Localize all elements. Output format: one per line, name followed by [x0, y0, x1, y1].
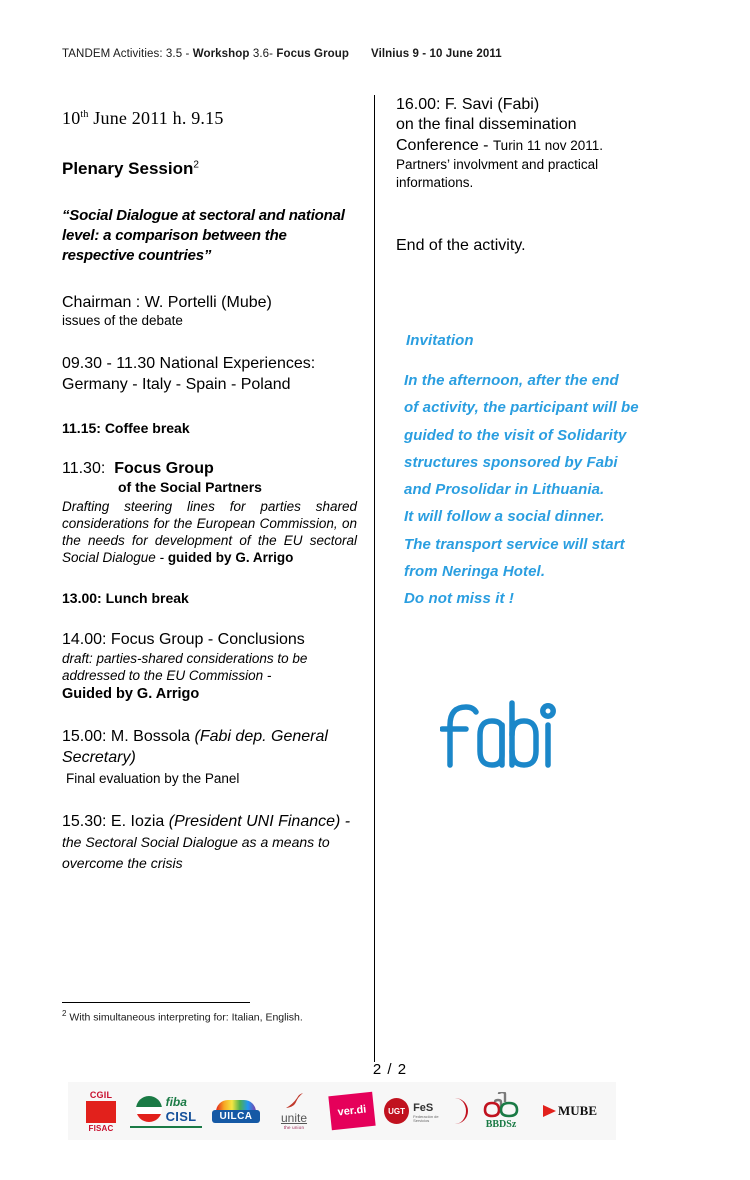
mube-label: MUBE: [558, 1103, 597, 1118]
iozia-topic: the Sectoral Social Dialogue as a means to overcome the crisis: [62, 833, 330, 871]
right-column: [396, 95, 696, 613]
focus-group-body: Drafting steering lines for parties shared considerations for the European Commission, on the needs for development of the EU sectoral Social Dialogue -: [62, 498, 357, 565]
chairman-block: [62, 293, 357, 330]
savi-conference: Conference -: [396, 136, 493, 154]
header-focus-group: Focus Group: [276, 48, 350, 60]
mube-flag-icon: [543, 1105, 556, 1117]
header-part1: TANDEM Activities: 3.5 -: [62, 48, 193, 60]
fisac-label: FISAC: [88, 1123, 114, 1133]
conclusions-guided-by: Guided by G. Arrigo: [62, 685, 200, 702]
verdi-pink-box-icon: [328, 1092, 375, 1130]
ugt-label: UGT: [384, 1098, 409, 1124]
conclusions-note: draft: parties-shared considerations to be addressed to the EU Commission -: [62, 650, 308, 684]
dateline-rest: June 2011 h. 9.15: [88, 108, 224, 128]
verdi-label: ver.di: [337, 1103, 367, 1119]
fabi-logo: [440, 695, 560, 770]
invitation-body: [396, 367, 696, 613]
dateline-day: 10: [62, 108, 81, 128]
invitation-line: structures sponsored by Fabi: [404, 453, 618, 471]
footnote: [62, 1009, 362, 1024]
end-of-activity: End of the activity.: [396, 236, 526, 254]
partner-logo-strip: [68, 1082, 616, 1140]
footnote-marker: 2: [62, 1009, 67, 1018]
focus-group-description: [62, 498, 357, 566]
header-workshop: Workshop: [192, 48, 250, 60]
unite-logo: [268, 1092, 320, 1130]
focus-group-heading: [62, 460, 357, 478]
cgil-red-square-icon: [86, 1101, 116, 1123]
bossola-role: (Fabi dep. General Secretary): [62, 727, 328, 766]
left-column: [62, 108, 357, 874]
invitation-line: In the afternoon, after the end: [404, 371, 619, 389]
mube-logo: [534, 1103, 606, 1119]
iozia-block: [62, 812, 357, 874]
cgil-label: CGIL: [89, 1089, 113, 1100]
fiba-label: fiba: [165, 1094, 187, 1109]
conclusions-heading: 14.00: Focus Group - Conclusions: [62, 630, 305, 648]
savi-line-4: Partners’ involvment and practical: [396, 157, 599, 173]
footnote-text: With simultaneous interpreting for: Italian, English.: [66, 1011, 303, 1024]
coffee-break-item: 11.15: Coffee break: [62, 419, 190, 436]
invitation-line: The transport service will start: [404, 535, 625, 553]
bossola-block: [62, 727, 357, 787]
focus-group-subtitle: of the Social Partners: [118, 478, 262, 495]
header-venue-date: Vilnius 9 - 10 June 2011: [371, 48, 502, 60]
cisl-label: CISL: [165, 1108, 197, 1124]
bossola-time-name: 15.00: M. Bossola: [62, 727, 195, 745]
page-number: 2 / 2: [372, 1061, 408, 1078]
invitation-line: guided to the visit of Solidarity: [404, 426, 627, 444]
bbdsz-label: BBDSz: [485, 1119, 517, 1130]
savi-line-1: 16.00: F. Savi (Fabi): [396, 96, 540, 113]
chairman-name: Chairman : W. Portelli (Mube): [62, 294, 272, 312]
plenary-session-label: Plenary Session: [62, 159, 194, 178]
invitation-line: from Neringa Hotel.: [404, 563, 546, 581]
savi-block: [396, 95, 696, 191]
plenary-session-heading: [62, 159, 357, 179]
focus-group-guide: guided by G. Arrigo: [167, 549, 294, 565]
savi-line-3: [396, 136, 696, 156]
cgil-fisac-logo: [78, 1090, 124, 1133]
invitation-line: It will follow a social dinner.: [404, 508, 605, 526]
verdi-logo: [324, 1094, 380, 1128]
ugt-arc-icon: [454, 1098, 468, 1124]
footnote-rule: [62, 1002, 250, 1003]
session-title: “Social Dialogue at sectoral and national level: a comparison between the respective countries”: [62, 207, 345, 264]
invitation-line: Do not miss it !: [404, 590, 514, 608]
focus-group-time: 11.30:: [62, 459, 106, 477]
bossola-subnote: Final evaluation by the Panel: [66, 770, 240, 786]
uilca-label: UILCA: [212, 1110, 260, 1123]
savi-line-5: informations.: [396, 174, 474, 190]
national-experiences: 09.30 - 11.30 National Experiences: Germany - Italy - Spain - Poland: [62, 355, 316, 394]
session-dateline: [62, 108, 357, 129]
ugt-fes-logo: [384, 1098, 468, 1124]
unite-swirl-icon: [283, 1092, 305, 1110]
bbdsz-chain-icon: [481, 1092, 521, 1118]
invitation-line: of activity, the participant will be: [404, 399, 639, 417]
iozia-time-name: 15.30: E. Iozia: [62, 813, 169, 831]
iozia-role: (President UNI Finance) -: [168, 813, 351, 831]
savi-conference-date: Turin 11 nov 2011.: [492, 137, 604, 153]
unite-sublabel: the union: [283, 1125, 305, 1130]
savi-line-2: on the final dissemination: [396, 116, 577, 134]
dateline-ordinal: th: [80, 109, 89, 120]
bbdsz-logo: [472, 1092, 530, 1130]
fiba-italy-circle-icon: [136, 1096, 162, 1122]
chairman-subnote: issues of the debate: [62, 313, 183, 329]
fiba-underline: [130, 1126, 202, 1128]
invitation-title: Invitation: [406, 331, 474, 349]
footnote-ref-2: 2: [193, 159, 199, 171]
focus-group-title: Focus Group: [114, 459, 214, 477]
header-part2: 3.6-: [249, 48, 277, 60]
column-divider: [374, 95, 375, 1062]
invitation-line: and Prosolidar in Lithuania.: [404, 481, 605, 499]
fes-sublabel: Federación de Servicios: [413, 1114, 439, 1123]
fiba-cisl-logo: [128, 1095, 204, 1128]
lunch-break-item: 13.00: Lunch break: [62, 589, 189, 606]
uilca-logo: [208, 1100, 264, 1123]
fes-label: FeS: [413, 1102, 434, 1114]
document-header: [62, 48, 682, 60]
unite-label: unite: [280, 1111, 308, 1125]
